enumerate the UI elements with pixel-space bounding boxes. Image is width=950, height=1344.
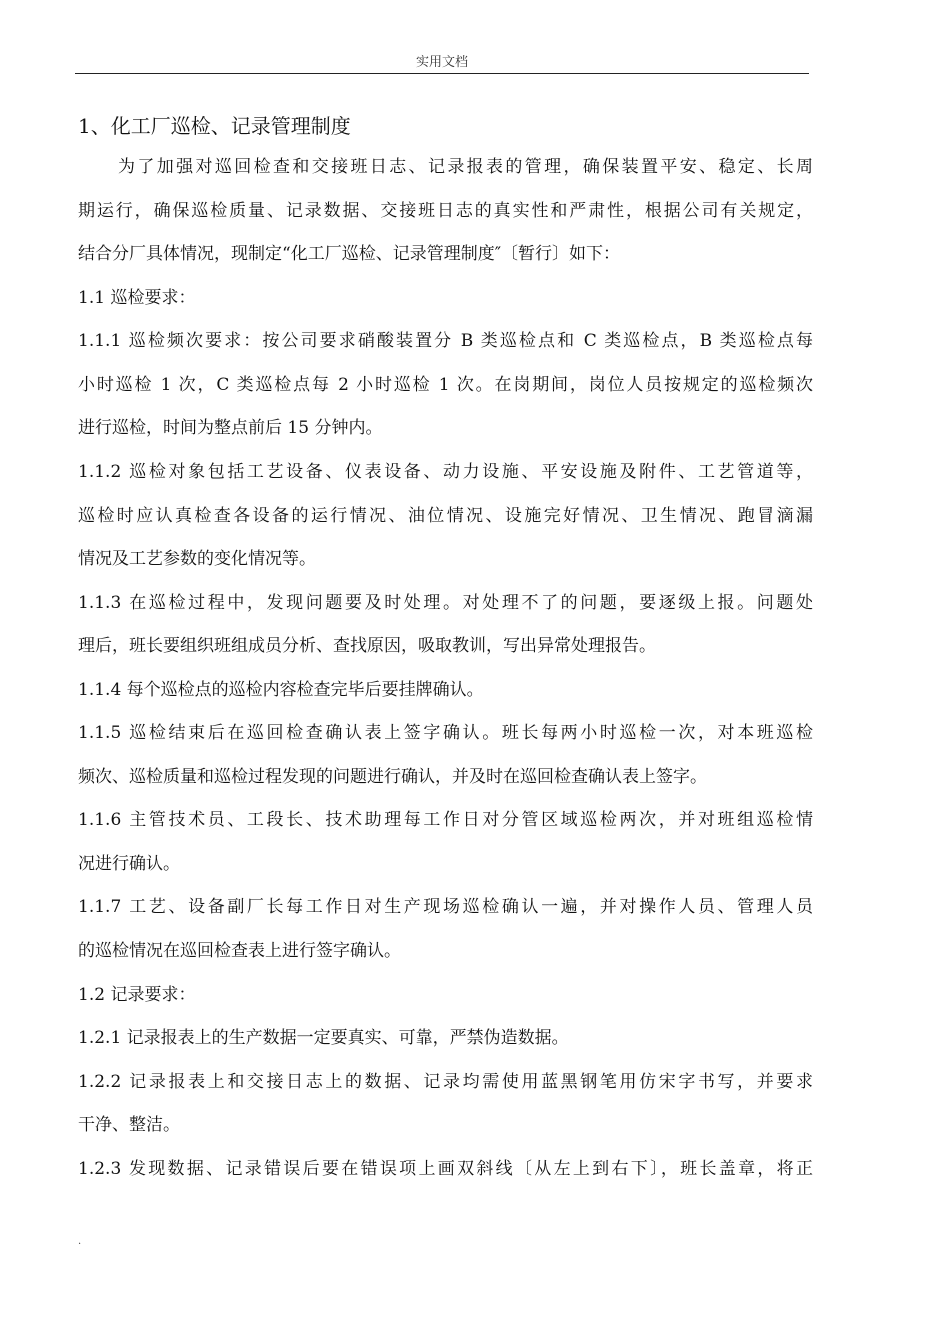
paragraph-line: 1.1.4 每个巡检点的巡检内容检查完毕后要挂牌确认。 [78, 680, 484, 700]
footer-mark: . [78, 1236, 82, 1247]
section-heading: 1.2 记录要求： [78, 985, 196, 1005]
paragraph-line: 进行巡检，时间为整点前后 15 分钟内。 [78, 418, 383, 438]
paragraph-line: 1.2.1 记录报表上的生产数据一定要真实、可靠，严禁伪造数据。 [78, 1028, 569, 1048]
paragraph-line: 巡检时应认真检查各设备的运行情况、油位情况、设施完好情况、卫生情况、跑冒滴漏 [78, 506, 813, 526]
paragraph-line: 理后，班长要组织班组成员分析、查找原因，吸取教训，写出异常处理报告。 [78, 636, 656, 656]
paragraph-line: 结合分厂具体情况，现制定“化工厂巡检、记录管理制度″〔暂行〕如下： [78, 244, 621, 264]
paragraph-line: 1.2.2 记录报表上和交接日志上的数据、记录均需使用蓝黑钢笔用仿宋字书写，并要求 [78, 1072, 813, 1092]
paragraph-line: 期运行，确保巡检质量、记录数据、交接班日志的真实性和严肃性，根据公司有关规定， [78, 201, 813, 221]
paragraph-line: 干净、整洁。 [78, 1115, 180, 1135]
paragraph-line: 1.1.7 工艺、设备副厂长每工作日对生产现场巡检确认一遍，并对操作人员、管理人员 [78, 897, 813, 917]
document-title: 1、化工厂巡检、记录管理制度 [78, 114, 351, 138]
paragraph-line: 1.1.5 巡检结束后在巡回检查确认表上签字确认。班长每两小时巡检一次，对本班巡检 [78, 723, 813, 743]
header-text: 实用文档 [415, 55, 468, 70]
paragraph-line: 1.1.1 巡检频次要求：按公司要求硝酸装置分 B 类巡检点和 C 类巡检点，B 类巡检点每 [78, 331, 813, 351]
paragraph-line: 情况及工艺参数的变化情况等。 [78, 549, 316, 569]
paragraph-line: 频次、巡检质量和巡检过程发现的问题进行确认，并及时在巡回检查确认表上签字。 [78, 767, 707, 787]
paragraph-line: 1.2.3 发现数据、记录错误后要在错误项上画双斜线〔从左上到右下〕，班长盖章，将正 [78, 1159, 813, 1179]
paragraph-line: 的巡检情况在巡回检查表上进行签字确认。 [78, 941, 401, 961]
paragraph-line: 1.1.2 巡检对象包括工艺设备、仪表设备、动力设施、平安设施及附件、工艺管道等， [78, 462, 813, 482]
paragraph-line: 为了加强对巡回检查和交接班日志、记录报表的管理，确保装置平安、稳定、长周 [118, 157, 813, 177]
paragraph-line: 1.1.3 在巡检过程中，发现问题要及时处理。对处理不了的问题，要逐级上报。问题处 [78, 593, 813, 613]
page-header [75, 55, 809, 74]
section-heading: 1.1 巡检要求： [78, 288, 196, 308]
paragraph-line: 况进行确认。 [78, 854, 180, 874]
paragraph-line: 1.1.6 主管技术员、工段长、技术助理每工作日对分管区域巡检两次，并对班组巡检情 [78, 810, 813, 830]
paragraph-line: 小时巡检 1 次，C 类巡检点每 2 小时巡检 1 次。在岗期间，岗位人员按规定的巡检频次 [78, 375, 813, 395]
